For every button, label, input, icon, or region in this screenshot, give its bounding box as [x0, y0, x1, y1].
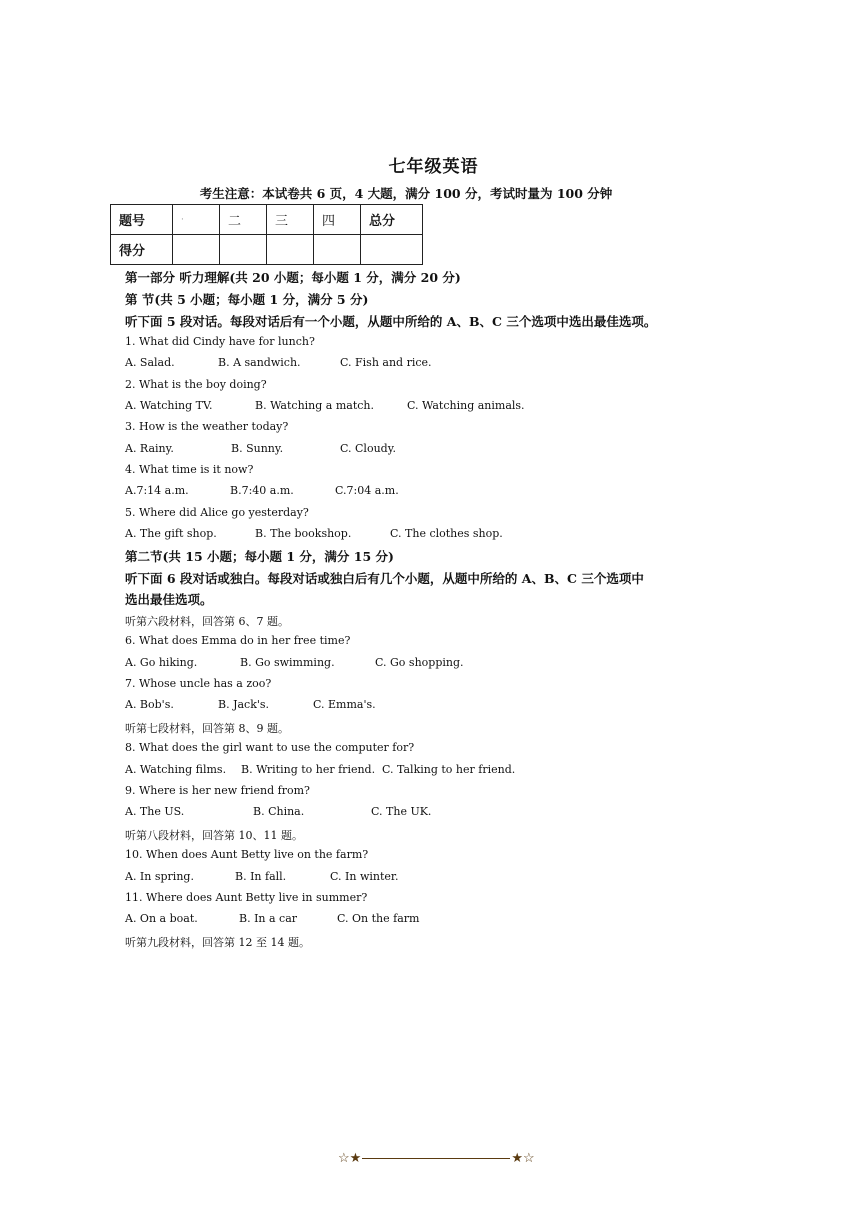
score-header-cell: 三	[267, 205, 314, 235]
score-header-cell: 题号	[111, 205, 173, 235]
section1-instructions: 听下面 5 段对话。每段对话后有一个小题，从题中所给的 A、B、C 三个选项中选出最佳选项。	[125, 314, 657, 329]
q5-option-b: B. The bookshop.	[255, 527, 352, 540]
question-4: 4. What time is it now?	[125, 463, 254, 476]
page-footer-ornament	[338, 1151, 535, 1166]
question-7: 7. Whose uncle has a zoo?	[125, 677, 272, 690]
score-header-cell: ·	[173, 205, 220, 235]
question-5: 5. Where did Alice go yesterday?	[125, 506, 309, 519]
question-1: 1. What did Cindy have for lunch?	[125, 335, 315, 348]
q4-option-a: A.7:14 a.m.	[125, 484, 189, 497]
q3-option-c: C. Cloudy.	[340, 442, 396, 455]
q2-option-a: A. Watching TV.	[125, 399, 213, 412]
q10-option-b: B. In fall.	[235, 870, 287, 883]
q3-option-b: B. Sunny.	[231, 442, 284, 455]
score-blank-cell[interactable]	[173, 235, 220, 265]
q9-option-b: B. China.	[253, 805, 305, 818]
q1-option-c: C. Fish and rice.	[340, 356, 432, 369]
score-blank-cell[interactable]	[267, 235, 314, 265]
question-2: 2. What is the boy doing?	[125, 378, 267, 391]
q9-option-a: A. The US.	[125, 805, 185, 818]
q6-option-c: C. Go shopping.	[375, 656, 464, 669]
score-table-header-row	[111, 205, 423, 235]
section2-instructions-line2: 选出最佳选项。	[125, 592, 213, 607]
q5-option-c: C. The clothes shop.	[390, 527, 503, 540]
section2-instructions-line1: 听下面 6 段对话或独白。每段对话或独白后有几个小题，从题中所给的 A、B、C 三个选项中	[125, 571, 644, 586]
section2-heading: 第二节(共 15 小题；每小题 1 分，满分 15 分)	[125, 549, 394, 564]
score-row-label: 得分	[111, 235, 173, 265]
q8-option-a: A. Watching films.	[125, 763, 227, 776]
q7-option-c: C. Emma's.	[313, 698, 376, 711]
q7-option-a: A. Bob's.	[125, 698, 174, 711]
q3-option-a: A. Rainy.	[125, 442, 174, 455]
q2-option-c: C. Watching animals.	[407, 399, 525, 412]
q4-option-b: B.7:40 a.m.	[230, 484, 294, 497]
q10-option-c: C. In winter.	[330, 870, 399, 883]
score-blank-cell[interactable]	[314, 235, 361, 265]
question-11: 11. Where does Aunt Betty live in summer?	[125, 891, 368, 904]
score-table-score-row	[111, 235, 423, 265]
q8-option-b: B. Writing to her friend.	[241, 763, 376, 776]
material-8-note: 听第八段材料，回答第 10、11 题。	[125, 829, 303, 842]
score-header-cell: 四	[314, 205, 361, 235]
part1-heading: 第一部分 听力理解(共 20 小题；每小题 1 分，满分 20 分)	[125, 270, 461, 285]
footer-rule	[362, 1158, 510, 1159]
q11-option-a: A. On a boat.	[125, 912, 198, 925]
question-3: 3. How is the weather today?	[125, 420, 289, 433]
q2-option-b: B. Watching a match.	[255, 399, 374, 412]
exam-notice: 考生注意：本试卷共 6 页，4 大题，满分 100 分，考试时量为 100 分钟	[199, 186, 613, 201]
question-6: 6. What does Emma do in her free time?	[125, 634, 351, 647]
q1-option-a: A. Salad.	[125, 356, 175, 369]
exam-title: 七年级英语	[388, 157, 479, 177]
score-table	[110, 204, 423, 265]
question-10: 10. When does Aunt Betty live on the farm?	[125, 848, 369, 861]
q10-option-a: A. In spring.	[125, 870, 194, 883]
question-8: 8. What does the girl want to use the computer for?	[125, 741, 415, 754]
score-blank-cell[interactable]	[361, 235, 423, 265]
q5-option-a: A. The gift shop.	[125, 527, 217, 540]
material-7-note: 听第七段材料，回答第 8、9 题。	[125, 722, 289, 735]
star-icon: ☆★	[338, 1151, 362, 1166]
q7-option-b: B. Jack's.	[218, 698, 270, 711]
score-header-cell: 二	[220, 205, 267, 235]
q4-option-c: C.7:04 a.m.	[335, 484, 399, 497]
q11-option-b: B. In a car	[239, 912, 298, 925]
q6-option-a: A. Go hiking.	[125, 656, 198, 669]
q6-option-b: B. Go swimming.	[240, 656, 335, 669]
material-9-note: 听第九段材料，回答第 12 至 14 题。	[125, 936, 310, 949]
q9-option-c: C. The UK.	[371, 805, 432, 818]
material-6-note: 听第六段材料，回答第 6、7 题。	[125, 615, 289, 628]
score-header-cell: 总分	[361, 205, 423, 235]
section1-heading: 第 节(共 5 小题；每小题 1 分，满分 5 分)	[125, 292, 369, 307]
q11-option-c: C. On the farm	[337, 912, 420, 925]
score-blank-cell[interactable]	[220, 235, 267, 265]
q1-option-b: B. A sandwich.	[218, 356, 301, 369]
q8-option-c: C. Talking to her friend.	[382, 763, 516, 776]
question-9: 9. Where is her new friend from?	[125, 784, 310, 797]
star-icon: ★☆	[511, 1151, 535, 1166]
